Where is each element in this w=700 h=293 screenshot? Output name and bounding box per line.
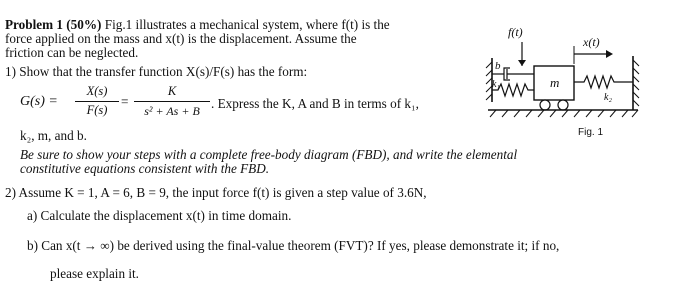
problem-line-3: friction can be neglected. (5, 45, 139, 60)
part1-question: 1) Show that the transfer function X(s)/F(s) has the form: (5, 64, 308, 79)
problem-text-1: Fig.1 illustrates a mechanical system, where f(t) is the (104, 17, 390, 32)
force-arrow-icon (518, 60, 526, 66)
displacement-arrow-icon (606, 50, 613, 58)
frac2-numerator: K (167, 84, 177, 98)
damper-label: b (495, 60, 501, 72)
express-text: . Express the K, A and B in terms of k₁, (211, 96, 419, 111)
spring-k1-label: k₁ (492, 79, 500, 90)
figure-1 (468, 20, 688, 145)
wheel-right (558, 100, 568, 110)
problem-heading: Problem 1 (50%) (5, 17, 102, 32)
note-line-1: Be sure to show your steps with a complete free-body diagram (FBD), and write the elemental (20, 147, 518, 162)
figure-caption: Fig. 1 (578, 127, 604, 138)
spring-k2-label: k₂ (604, 92, 612, 103)
ground-hatch (490, 110, 638, 117)
frac2-bar (134, 101, 210, 102)
equation-equals: = (121, 94, 129, 109)
mass-label: m (550, 75, 560, 90)
force-label: f(t) (508, 25, 523, 39)
displacement-label: x(t) (583, 35, 600, 49)
equation-lhs: G(s) = (20, 94, 58, 109)
frac1-numerator: X(s) (86, 84, 108, 98)
part2-b-line-2: please explain it. (50, 266, 139, 281)
spring-k2 (574, 76, 633, 88)
note-line-2: constitutive equations consistent with the FBD. (20, 161, 270, 176)
mechanical-system-diagram (468, 20, 688, 145)
part2-a: a) Calculate the displacement x(t) in time domain. (27, 208, 292, 223)
part2-b-line-1: b) Can x(t → ∞) be derived using the final-value theorem (FVT)? If yes, please demonstrate it; if no, (27, 238, 560, 253)
frac1-bar (75, 101, 119, 102)
right-wall-hatch (633, 60, 639, 106)
wheel-left (540, 100, 550, 110)
frac1-denominator: F(s) (86, 103, 108, 117)
frac2-denominator: s² + As + B (144, 104, 200, 118)
part1-continuation: k₂, m, and b. (20, 128, 87, 143)
part2-question: 2) Assume K = 1, A = 6, B = 9, the input force f(t) is given a step value of 3.6N, (5, 185, 427, 200)
problem-line-2: force applied on the mass and x(t) is the displacement. Assume the (5, 31, 357, 46)
